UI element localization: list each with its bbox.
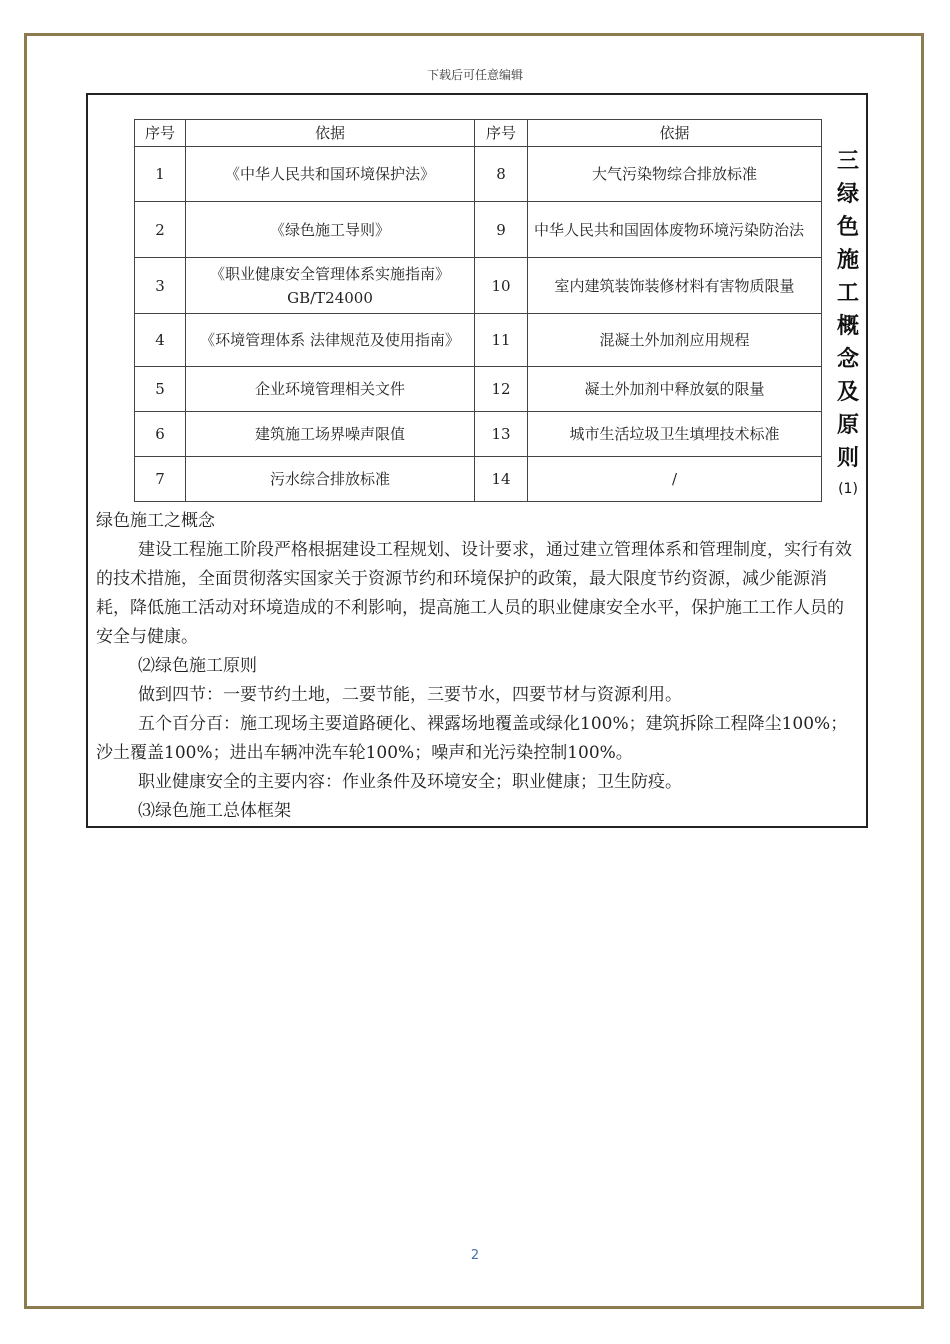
- row-index: 9: [475, 202, 528, 258]
- health-safety-paragraph: 职业健康安全的主要内容：作业条件及环境安全；职业健康；卫生防疫。: [138, 772, 682, 792]
- basis-table: [134, 119, 822, 502]
- row-index: 6: [135, 412, 186, 457]
- row-basis: 建筑施工场界噪声限值: [186, 412, 475, 457]
- principle-heading: ⑵绿色施工原则: [138, 656, 257, 676]
- row-index: 13: [475, 412, 528, 457]
- table-row: [135, 457, 822, 502]
- four-savings-paragraph: 做到四节：一要节约土地，二要节能，三要节水，四要节材与资源利用。: [138, 685, 682, 705]
- row-basis: 污水综合排放标准: [186, 457, 475, 502]
- row-index: 10: [475, 258, 528, 314]
- row-index: 4: [135, 314, 186, 367]
- header-basis-1: 依据: [186, 120, 475, 147]
- table-row: [135, 367, 822, 412]
- header-basis-2: 依据: [528, 120, 822, 147]
- side-title-char: 色: [836, 215, 859, 240]
- page-number: 2: [470, 1248, 480, 1263]
- content-box: [86, 93, 868, 828]
- row-basis: 混凝土外加剂应用规程: [528, 314, 822, 367]
- framework-heading: ⑶绿色施工总体框架: [138, 801, 291, 821]
- side-title-char: 工: [836, 281, 859, 306]
- table-row: [135, 202, 822, 258]
- row-index: 12: [475, 367, 528, 412]
- row-basis: 《中华人民共和国环境保护法》: [186, 147, 475, 202]
- row-index: 8: [475, 147, 528, 202]
- row-basis: 《绿色施工导则》: [186, 202, 475, 258]
- table-row: [135, 314, 822, 367]
- row-basis: /: [528, 457, 822, 502]
- side-title-char: 则: [836, 446, 859, 471]
- row-basis: 大气污染物综合排放标准: [528, 147, 822, 202]
- side-title-char: 三: [836, 149, 859, 174]
- row-index: 14: [475, 457, 528, 502]
- row-basis: 《环境管理体系 法律规范及使用指南》: [186, 314, 475, 367]
- header-index-1: 序号: [135, 120, 186, 147]
- side-title-char: 概: [836, 314, 859, 339]
- row-index: 7: [135, 457, 186, 502]
- row-index: 11: [475, 314, 528, 367]
- table-row: [135, 258, 822, 314]
- row-basis: 中华人民共和国固体废物环境污染防治法: [528, 202, 822, 258]
- row-index: 5: [135, 367, 186, 412]
- side-title-char: 及: [836, 380, 859, 405]
- row-basis: 凝土外加剂中释放氨的限量: [528, 367, 822, 412]
- row-basis: 企业环境管理相关文件: [186, 367, 475, 412]
- side-title-subnumber: (1): [838, 481, 858, 497]
- side-title-char: 念: [836, 347, 859, 372]
- five-percent-paragraph: 五个百分百：施工现场主要道路硬化、裸露场地覆盖或绿化100%；建筑拆除工程降尘100%；沙土覆盖100%；进出车辆冲洗车轮100%；噪声和光污染控制100%。: [96, 714, 848, 763]
- row-basis: 城市生活垃圾卫生填埋技术标准: [528, 412, 822, 457]
- body-text: [96, 507, 858, 826]
- side-title-char: 绿: [836, 182, 859, 207]
- side-title-char: 原: [836, 413, 859, 438]
- side-title-char: 施: [836, 248, 859, 273]
- row-index: 3: [135, 258, 186, 314]
- header-index-2: 序号: [475, 120, 528, 147]
- section-side-title: [828, 145, 868, 501]
- row-index: 1: [135, 147, 186, 202]
- concept-heading: 绿色施工之概念: [96, 511, 215, 531]
- table-header-row: [135, 120, 822, 147]
- header-note: 下载后可任意编辑: [426, 68, 523, 82]
- concept-paragraph: 建设工程施工阶段严格根据建设工程规划、设计要求，通过建立管理体系和管理制度，实行有效的技术措施，全面贯彻落实国家关于资源节约和环境保护的政策，最大限度节约资源，减少能源消耗，降低施工活动对环境造成的不利影响，提高施工人员的职业健康安全水平，保护施工工作人员的安全与健康。: [96, 540, 852, 647]
- row-basis: 《职业健康安全管理体系实施指南》GB/T24000: [186, 258, 475, 314]
- row-index: 2: [135, 202, 186, 258]
- table-row: [135, 147, 822, 202]
- row-basis: 室内建筑装饰装修材料有害物质限量: [528, 258, 822, 314]
- table-row: [135, 412, 822, 457]
